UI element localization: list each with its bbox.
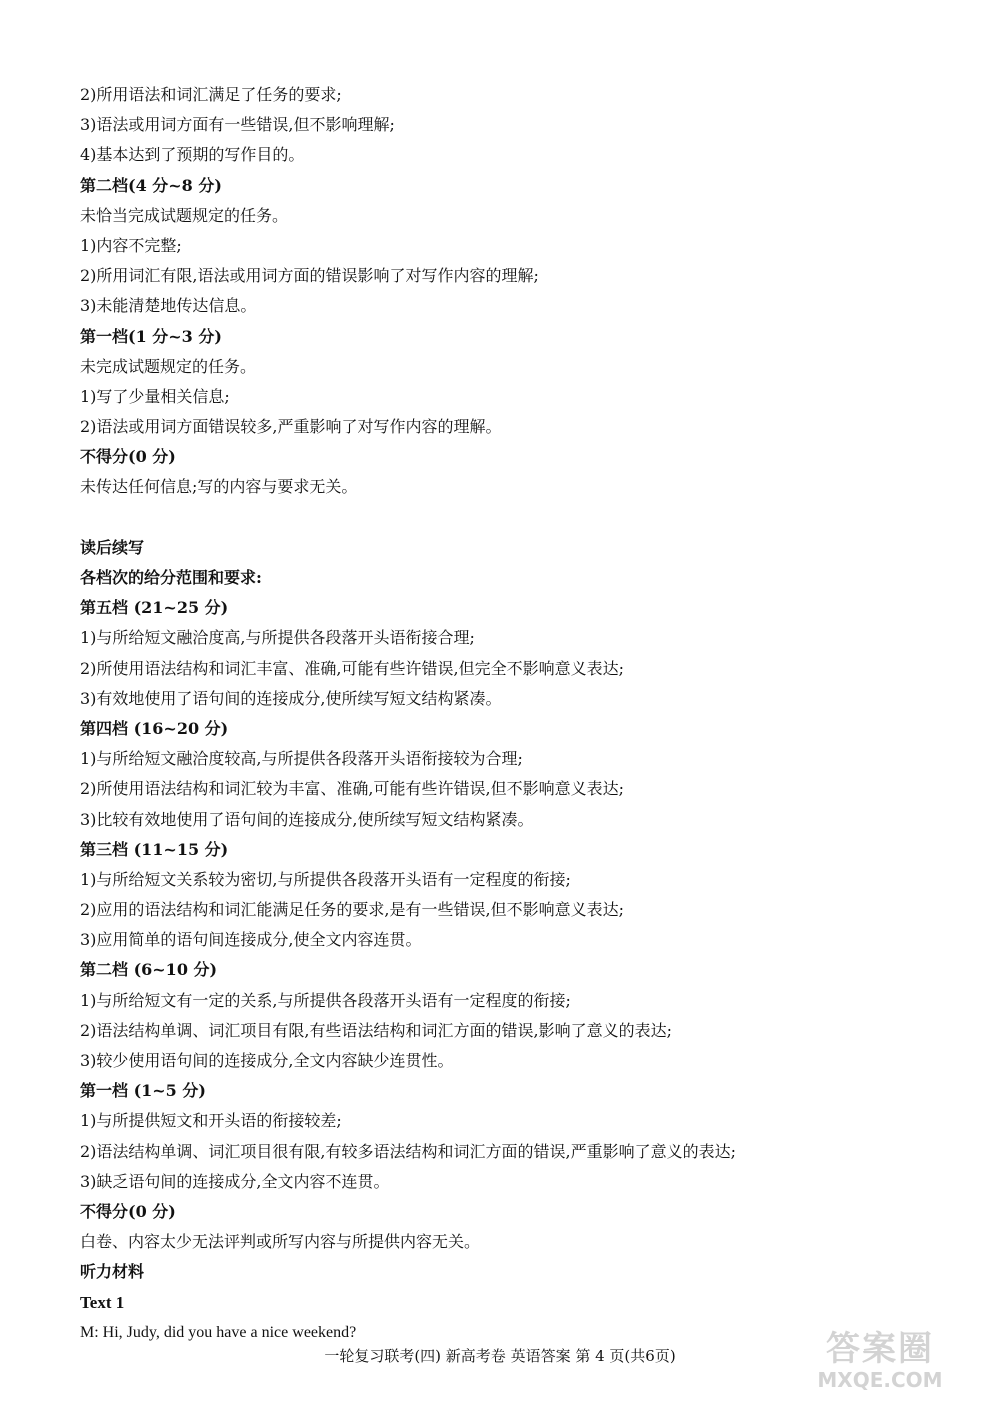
watermark-chars: 答案圈 xyxy=(826,1329,934,1369)
tier-heading: 第一档 (1~5 分) xyxy=(80,1081,206,1101)
criterion-line: 3)较少使用语句间的连接成分,全文内容缺少连贯性。 xyxy=(80,1051,454,1070)
tier-heading: 第五档 (21~25 分) xyxy=(80,598,229,618)
criterion-line: 未传达任何信息;写的内容与要求无关。 xyxy=(80,477,358,497)
criterion-line: 白卷、内容太少无法评判或所写内容与所提供内容无关。 xyxy=(80,1232,481,1252)
criterion-line: 2)语法结构单调、词汇项目有限,有些语法结构和词汇方面的错误,影响了意义的表达; xyxy=(80,1020,672,1040)
criterion-line: 2)所用词汇有限,语法或用词方面的错误影响了对写作内容的理解; xyxy=(80,266,539,286)
criterion-line: 2)所使用语法结构和词汇丰富、准确,可能有些许错误,但完全不影响意义表达; xyxy=(80,658,624,678)
criterion-line: 1)与所给短文融洽度较高,与所提供各段落开头语衔接较为合理; xyxy=(80,749,523,769)
section-title: 听力材料 xyxy=(80,1262,145,1282)
criterion-line: 3)有效地使用了语句间的连接成分,使所续写短文结构紧凑。 xyxy=(80,688,502,708)
criterion-line: 1)与所提供短文和开头语的衔接较差; xyxy=(80,1111,342,1131)
criterion-line: 2)应用的语法结构和词汇能满足任务的要求,是有一些错误,但不影响意义表达; xyxy=(80,900,624,920)
criterion-line: 3)缺乏语句间的连接成分,全文内容不连贯。 xyxy=(80,1171,390,1191)
criterion-line: 未完成试题规定的任务。 xyxy=(80,356,257,376)
tier-heading: 不得分(0 分) xyxy=(80,447,176,467)
criterion-line: 2)语法结构单调、词汇项目很有限,有较多语法结构和词汇方面的错误,严重影响了意义的表达; xyxy=(80,1141,736,1161)
watermark-url: MXQE.COM xyxy=(817,1368,943,1392)
tier-heading: 第一档(1 分~3 分) xyxy=(80,326,222,346)
tier-heading: 不得分(0 分) xyxy=(80,1201,176,1221)
tier-heading: 第二档 (6~10 分) xyxy=(80,960,218,980)
watermark-logo xyxy=(790,1329,970,1399)
dialogue-line: M: Hi, Judy, did you have a nice weekend? xyxy=(80,1323,357,1341)
criterion-line: 3)语法或用词方面有一些错误,但不影响理解; xyxy=(80,115,395,135)
section-gap xyxy=(80,503,940,533)
criterion-line: 3)未能清楚地传达信息。 xyxy=(80,296,257,316)
writing-section xyxy=(80,80,940,503)
criterion-line: 3)比较有效地使用了语句间的连接成分,使所续写短文结构紧凑。 xyxy=(80,809,534,829)
continuation-section xyxy=(80,533,940,1258)
criterion-line: 4)基本达到了预期的写作目的。 xyxy=(80,145,305,165)
section-subtitle: 各档次的给分范围和要求: xyxy=(80,568,262,587)
answer-page xyxy=(80,80,940,1348)
page-footer: 一轮复习联考(四) 新高考卷 英语答案 第 4 页(共6页) xyxy=(324,1347,676,1365)
text-label: Text 1 xyxy=(80,1292,125,1312)
criterion-line: 2)所使用语法结构和词汇较为丰富、准确,可能有些许错误,但不影响意义表达; xyxy=(80,779,624,799)
criterion-line: 2)语法或用词方面错误较多,严重影响了对写作内容的理解。 xyxy=(80,417,502,437)
tier-heading: 第三档 (11~15 分) xyxy=(80,839,229,859)
tier-heading: 第二档(4 分~8 分) xyxy=(80,175,222,195)
criterion-line: 未恰当完成试题规定的任务。 xyxy=(80,205,289,225)
criterion-line: 2)所用语法和词汇满足了任务的要求; xyxy=(80,85,342,104)
criterion-line: 3)应用简单的语句间连接成分,使全文内容连贯。 xyxy=(80,930,422,950)
criterion-line: 1)与所给短文有一定的关系,与所提供各段落开头语有一定程度的衔接; xyxy=(80,990,571,1010)
criterion-line: 1)写了少量相关信息; xyxy=(80,386,230,406)
criterion-line: 1)内容不完整; xyxy=(80,235,182,255)
tier-heading: 第四档 (16~20 分) xyxy=(80,718,229,738)
criterion-line: 1)与所给短文融洽度高,与所提供各段落开头语衔接合理; xyxy=(80,628,475,648)
section-title: 读后续写 xyxy=(80,537,145,557)
criterion-line: 1)与所给短文关系较为密切,与所提供各段落开头语有一定程度的衔接; xyxy=(80,869,571,889)
